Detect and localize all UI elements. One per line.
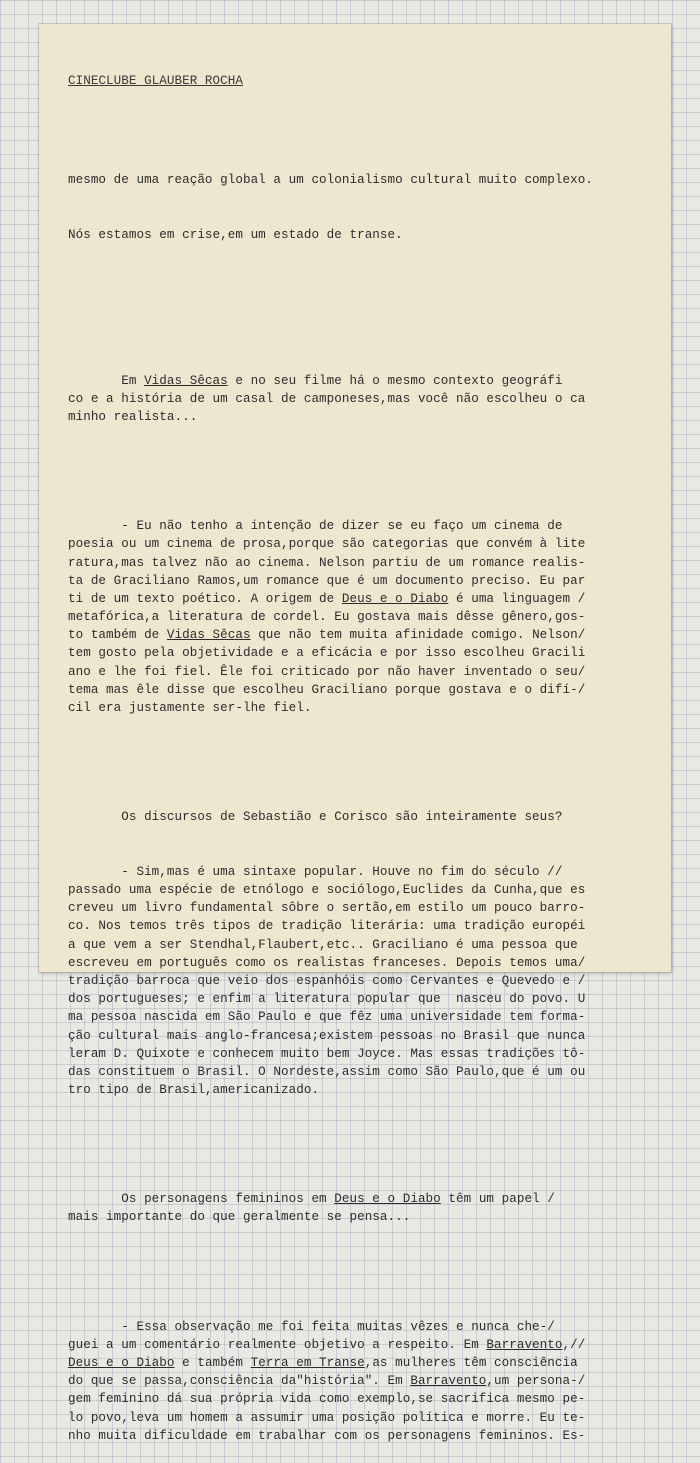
text-line [68,1008,636,1026]
text-segment: metafórica,a literatura de cordel. Eu gostava mais dêsse gênero,gos- [68,610,586,625]
text-line [68,1409,636,1427]
text-segment: tem gosto pela objetividade e a eficácia e por isso escolheu Gracili [68,646,586,661]
text-segment: guei a um comentário realmente objetivo a respeito. Em [68,1337,487,1352]
text-line [68,863,636,881]
paragraph-7 [68,1318,636,1445]
text-segment: - Eu não tenho a intenção de dizer se eu faço um cinema de [68,519,563,534]
text-segment: ção cultural mais anglo-francesa;existem pessoas no Brasil que nunca [68,1028,586,1043]
text-line [68,517,636,535]
text-segment: é uma linguagem / [448,591,586,606]
underlined-title: Terra em Transe [250,1356,365,1370]
text-segment: nho muita dificuldade em trabalhar com os personagens femininos. Es- [68,1428,586,1443]
text-line [68,808,636,826]
text-line [68,954,636,972]
text-line [68,608,636,626]
text-segment: tradição barroca que veio dos espanhóis como Cervantes e Quevedo e / [68,973,586,988]
text-segment: a que vem a ser Stendhal,Flaubert,etc.. Graciliano é uma pessoa que [68,937,578,952]
text-line [68,917,636,935]
text-line [68,554,636,572]
text-segment: das constituem o Brasil. O Nordeste,assim como São Paulo,que é um ou [68,1064,586,1079]
text-line [68,1318,636,1336]
text-segment: que não tem muita afinidade comigo. Nelson/ [250,628,586,643]
text-line [68,390,636,408]
text-segment: ta de Graciliano Ramos,um romance que é um documento preciso. Eu par [68,573,586,588]
text-line [68,644,636,662]
paragraph-6 [68,1190,636,1226]
text-segment: têm um papel / [440,1192,555,1207]
text-segment: ,// [562,1337,586,1352]
paragraph-3 [68,517,636,717]
text-line [68,590,636,608]
text-line [68,1027,636,1045]
text-line [68,881,636,899]
text-segment: cil era justamente ser-lhe fiel. [68,701,312,716]
text-line [68,936,636,954]
paragraph-4 [68,808,636,826]
text-segment: Os discursos de Sebastião e Corisco são inteiramente seus? [68,810,563,825]
text-line [68,899,636,917]
text-line [68,1354,636,1372]
text-line [68,681,636,699]
text-segment: ti de um texto poético. A origem de [68,591,342,606]
text-line [68,372,636,390]
text-segment: ano e lhe foi fiel. Êle foi criticado por não haver inventado o seu/ [68,664,586,679]
text-line: Nós estamos em crise,em um estado de transe. [68,228,403,242]
text-line [68,1390,636,1408]
text-segment: ratura,mas talvez não ao cinema. Nelson partiu de um romance realis- [68,555,586,570]
text-line [68,1427,636,1445]
text-line [68,1372,636,1390]
text-line [68,699,636,717]
underlined-title: Deus e o Diabo [68,1356,175,1370]
text-segment: gem feminino dá sua própria vida como exemplo,se sacrifica mesmo pe- [68,1392,586,1407]
text-line [68,535,636,553]
text-segment: escreveu em português como os realistas franceses. Depois temos uma/ [68,955,586,970]
text-segment: e também [174,1356,251,1370]
text-segment: tro tipo de Brasil,americanizado. [68,1083,320,1098]
text-segment: ma pessoa nascida em São Paulo e que fêz uma universidade tem forma- [68,1010,586,1025]
text-line [68,408,636,426]
text-segment: poesia ou um cinema de prosa,porque são categorias que convém à lite [68,537,586,552]
text-segment: co e a história de um casal de camponeses,mas você não escolheu o ca [68,391,586,406]
paragraph-5 [68,863,636,1099]
text-line [68,663,636,681]
underlined-title: Vidas Sêcas [144,373,228,388]
text-segment: co. Nos temos três tipos de tradição literária: uma tradição européi [68,919,586,934]
text-segment: dos portugueses; e enfim a literatura popular que nasceu do povo. U [68,992,586,1007]
text-line [68,1063,636,1081]
underlined-title: Deus e o Diabo [334,1192,441,1207]
paragraph-1 [68,135,636,281]
page-header: CINECLUBE GLAUBER ROCHA [68,74,243,89]
text-segment: creveu um livro fundamental sôbre o sertão,em estilo um pouco barro- [68,901,586,916]
document-body [68,36,636,1463]
text-line [68,626,636,644]
paragraph-2 [68,372,636,427]
text-line [68,990,636,1008]
text-segment: tema mas êle disse que escolheu Graciliano porque gostava e o difí-/ [68,682,586,697]
text-line [68,972,636,990]
text-segment: lo povo,leva um homem a assumir uma posição política e morre. Eu te- [68,1410,586,1425]
text-segment: - Sim,mas é uma sintaxe popular. Houve no fim do século // [68,864,563,879]
underlined-title: Barravento [486,1337,563,1352]
text-segment: minho realista... [68,409,198,424]
text-line: mesmo de uma reação global a um colonialismo cultural muito complexo. [68,173,593,188]
underlined-title: Vidas Sêcas [166,628,251,643]
text-line [68,572,636,590]
text-line [68,1208,636,1226]
text-segment: Em [68,373,145,388]
text-segment: passado uma espécie de etnólogo e sociólogo,Euclides da Cunha,que es [68,883,586,897]
text-segment: do que se passa,consciência da"história". Em [68,1374,411,1389]
text-segment: mais importante do que geralmente se pensa... [68,1210,411,1225]
text-segment: to também de [68,628,167,643]
text-segment: - Essa observação me foi feita muitas vêzes e nunca che-/ [68,1319,555,1334]
text-line [68,1190,636,1208]
text-segment: ,um persona-/ [486,1374,586,1389]
text-segment: e no seu filme há o mesmo contexto geográfi [227,373,563,388]
text-segment: leram D. Quixote e conhecem muito bem Joyce. Mas essas tradições tô- [68,1046,586,1061]
text-segment: ,as mulheres têm consciência [364,1356,578,1370]
text-line [68,1081,636,1099]
text-line [68,1045,636,1063]
text-line [68,1336,636,1354]
underlined-title: Deus e o Diabo [341,591,449,606]
underlined-title: Barravento [410,1374,487,1389]
text-segment: Os personagens femininos em [68,1192,335,1207]
